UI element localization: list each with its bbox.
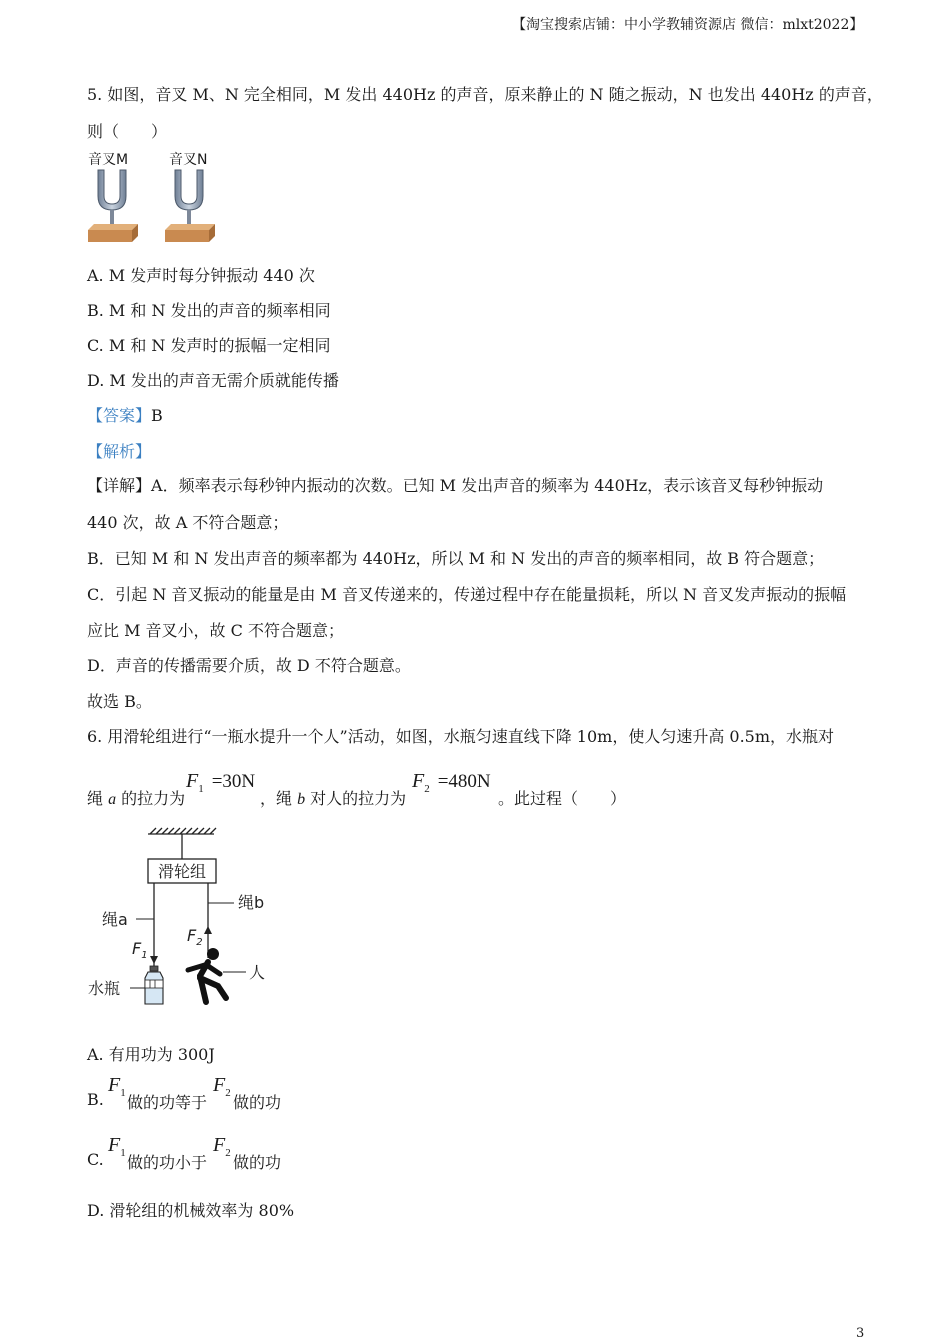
person-label: 人 bbox=[249, 963, 266, 982]
q6-option-b-end: 做的功 bbox=[233, 1093, 282, 1112]
q5-option-d: D. M 发出的声音无需介质就能传播 bbox=[87, 371, 339, 390]
q6-stem-line2-c: 。此过程（ ） bbox=[498, 789, 627, 808]
q5-conclusion: 故选 B。 bbox=[87, 692, 152, 711]
answer-tag: 【答案】 bbox=[87, 406, 152, 425]
q6-stem-line1: 6. 用滑轮组进行“一瓶水提升一个人”活动，如图，水瓶匀速直线下降 10m，使人匀速升高 0.5m，水瓶对 bbox=[87, 727, 835, 746]
f1-equation: $F_1 =30N$ bbox=[186, 770, 256, 795]
q6-option-c-mid: 做的功小于 bbox=[127, 1153, 208, 1172]
q5-answer bbox=[87, 403, 163, 426]
q6-option-b-f2: $F_2$ bbox=[213, 1074, 231, 1099]
q6-option-b: B. bbox=[87, 1090, 104, 1109]
page-header: 【淘宝搜索店铺：中小学教辅资源店 微信：mlxt2022】 bbox=[512, 17, 864, 33]
detail-tag: 【详解】 bbox=[87, 476, 152, 495]
answer-value: B bbox=[151, 406, 163, 425]
rope-a-label: 绳a bbox=[102, 910, 128, 929]
fork-m-label: 音叉M bbox=[88, 152, 129, 168]
q5-detail-c-line2: 应比 M 音叉小，故 C 不符合题意； bbox=[87, 621, 344, 640]
f1-label: $F_1$ bbox=[132, 939, 148, 961]
page-number: 3 bbox=[856, 1326, 865, 1341]
tuning-fork-m bbox=[88, 170, 138, 242]
q6-option-c-end: 做的功 bbox=[233, 1153, 282, 1172]
analysis-tag: 【解析】 bbox=[87, 442, 152, 461]
q5-stem-line2: 则（ ） bbox=[87, 122, 168, 141]
fork-n-label: 音叉N bbox=[169, 152, 208, 168]
person-icon bbox=[188, 948, 226, 1002]
q6-option-c-f1: $F_1$ bbox=[108, 1134, 126, 1159]
water-bottle-icon bbox=[145, 966, 163, 1004]
rope-b-label: 绳b bbox=[238, 893, 265, 912]
rope-a-symbol: a bbox=[108, 791, 117, 808]
q6-option-b-mid: 做的功等于 bbox=[127, 1093, 208, 1112]
q5-detail-d: D．声音的传播需要介质，故 D 不符合题意。 bbox=[87, 656, 411, 675]
rope-b-symbol: b bbox=[297, 791, 306, 808]
q6-option-c-f2: $F_2$ bbox=[213, 1134, 231, 1159]
q5-detail-a-line2: 440 次，故 A 不符合题意； bbox=[87, 513, 289, 532]
q5-detail-a-line1: 【详解】A．频率表示每秒钟内振动的次数。已知 M 发出声音的频率为 440Hz，表示该音叉每秒钟振动 bbox=[87, 476, 824, 495]
q5-option-b: B. M 和 N 发出的声音的频率相同 bbox=[87, 301, 331, 320]
q5-option-c: C. M 和 N 发声时的振幅一定相同 bbox=[87, 336, 331, 355]
tuning-fork-figure bbox=[84, 166, 224, 246]
pulley-block-label: 滑轮组 bbox=[157, 862, 207, 881]
bottle-label: 水瓶 bbox=[88, 979, 121, 998]
tuning-fork-n bbox=[165, 170, 215, 242]
q5-stem-line1: 5. 如图，音叉 M、N 完全相同，M 发出 440Hz 的声音，原来静止的 N 随之振动，N 也发出 440Hz 的声音， bbox=[87, 85, 883, 104]
q5-detail-c-line1: C．引起 N 音叉振动的能量是由 M 音叉传递来的，传递过程中存在能量损耗，所以 N 音叉发声振动的振幅 bbox=[87, 585, 847, 604]
q6-stem-line2-a: 绳 a 的拉力为 bbox=[87, 789, 186, 808]
q6-option-b-f1: $F_1$ bbox=[108, 1074, 126, 1099]
f2-equation: $F_2 =480N$ bbox=[412, 770, 491, 795]
q6-option-c: C. bbox=[87, 1150, 104, 1169]
q6-option-d: D. 滑轮组的机械效率为 80% bbox=[87, 1201, 295, 1220]
q5-detail-b: B．已知 M 和 N 发出声音的频率都为 440Hz，所以 M 和 N 发出的声音的频率相同，故 B 符合题意； bbox=[87, 549, 825, 568]
q5-option-a: A. M 发声时每分钟振动 440 次 bbox=[87, 266, 315, 285]
q6-stem-line2-b: ，绳 b 对人的拉力为 bbox=[260, 789, 407, 808]
f2-label: $F_2$ bbox=[187, 926, 203, 948]
q6-option-a: A. 有用功为 300J bbox=[87, 1045, 215, 1064]
pulley-figure bbox=[84, 826, 284, 1014]
